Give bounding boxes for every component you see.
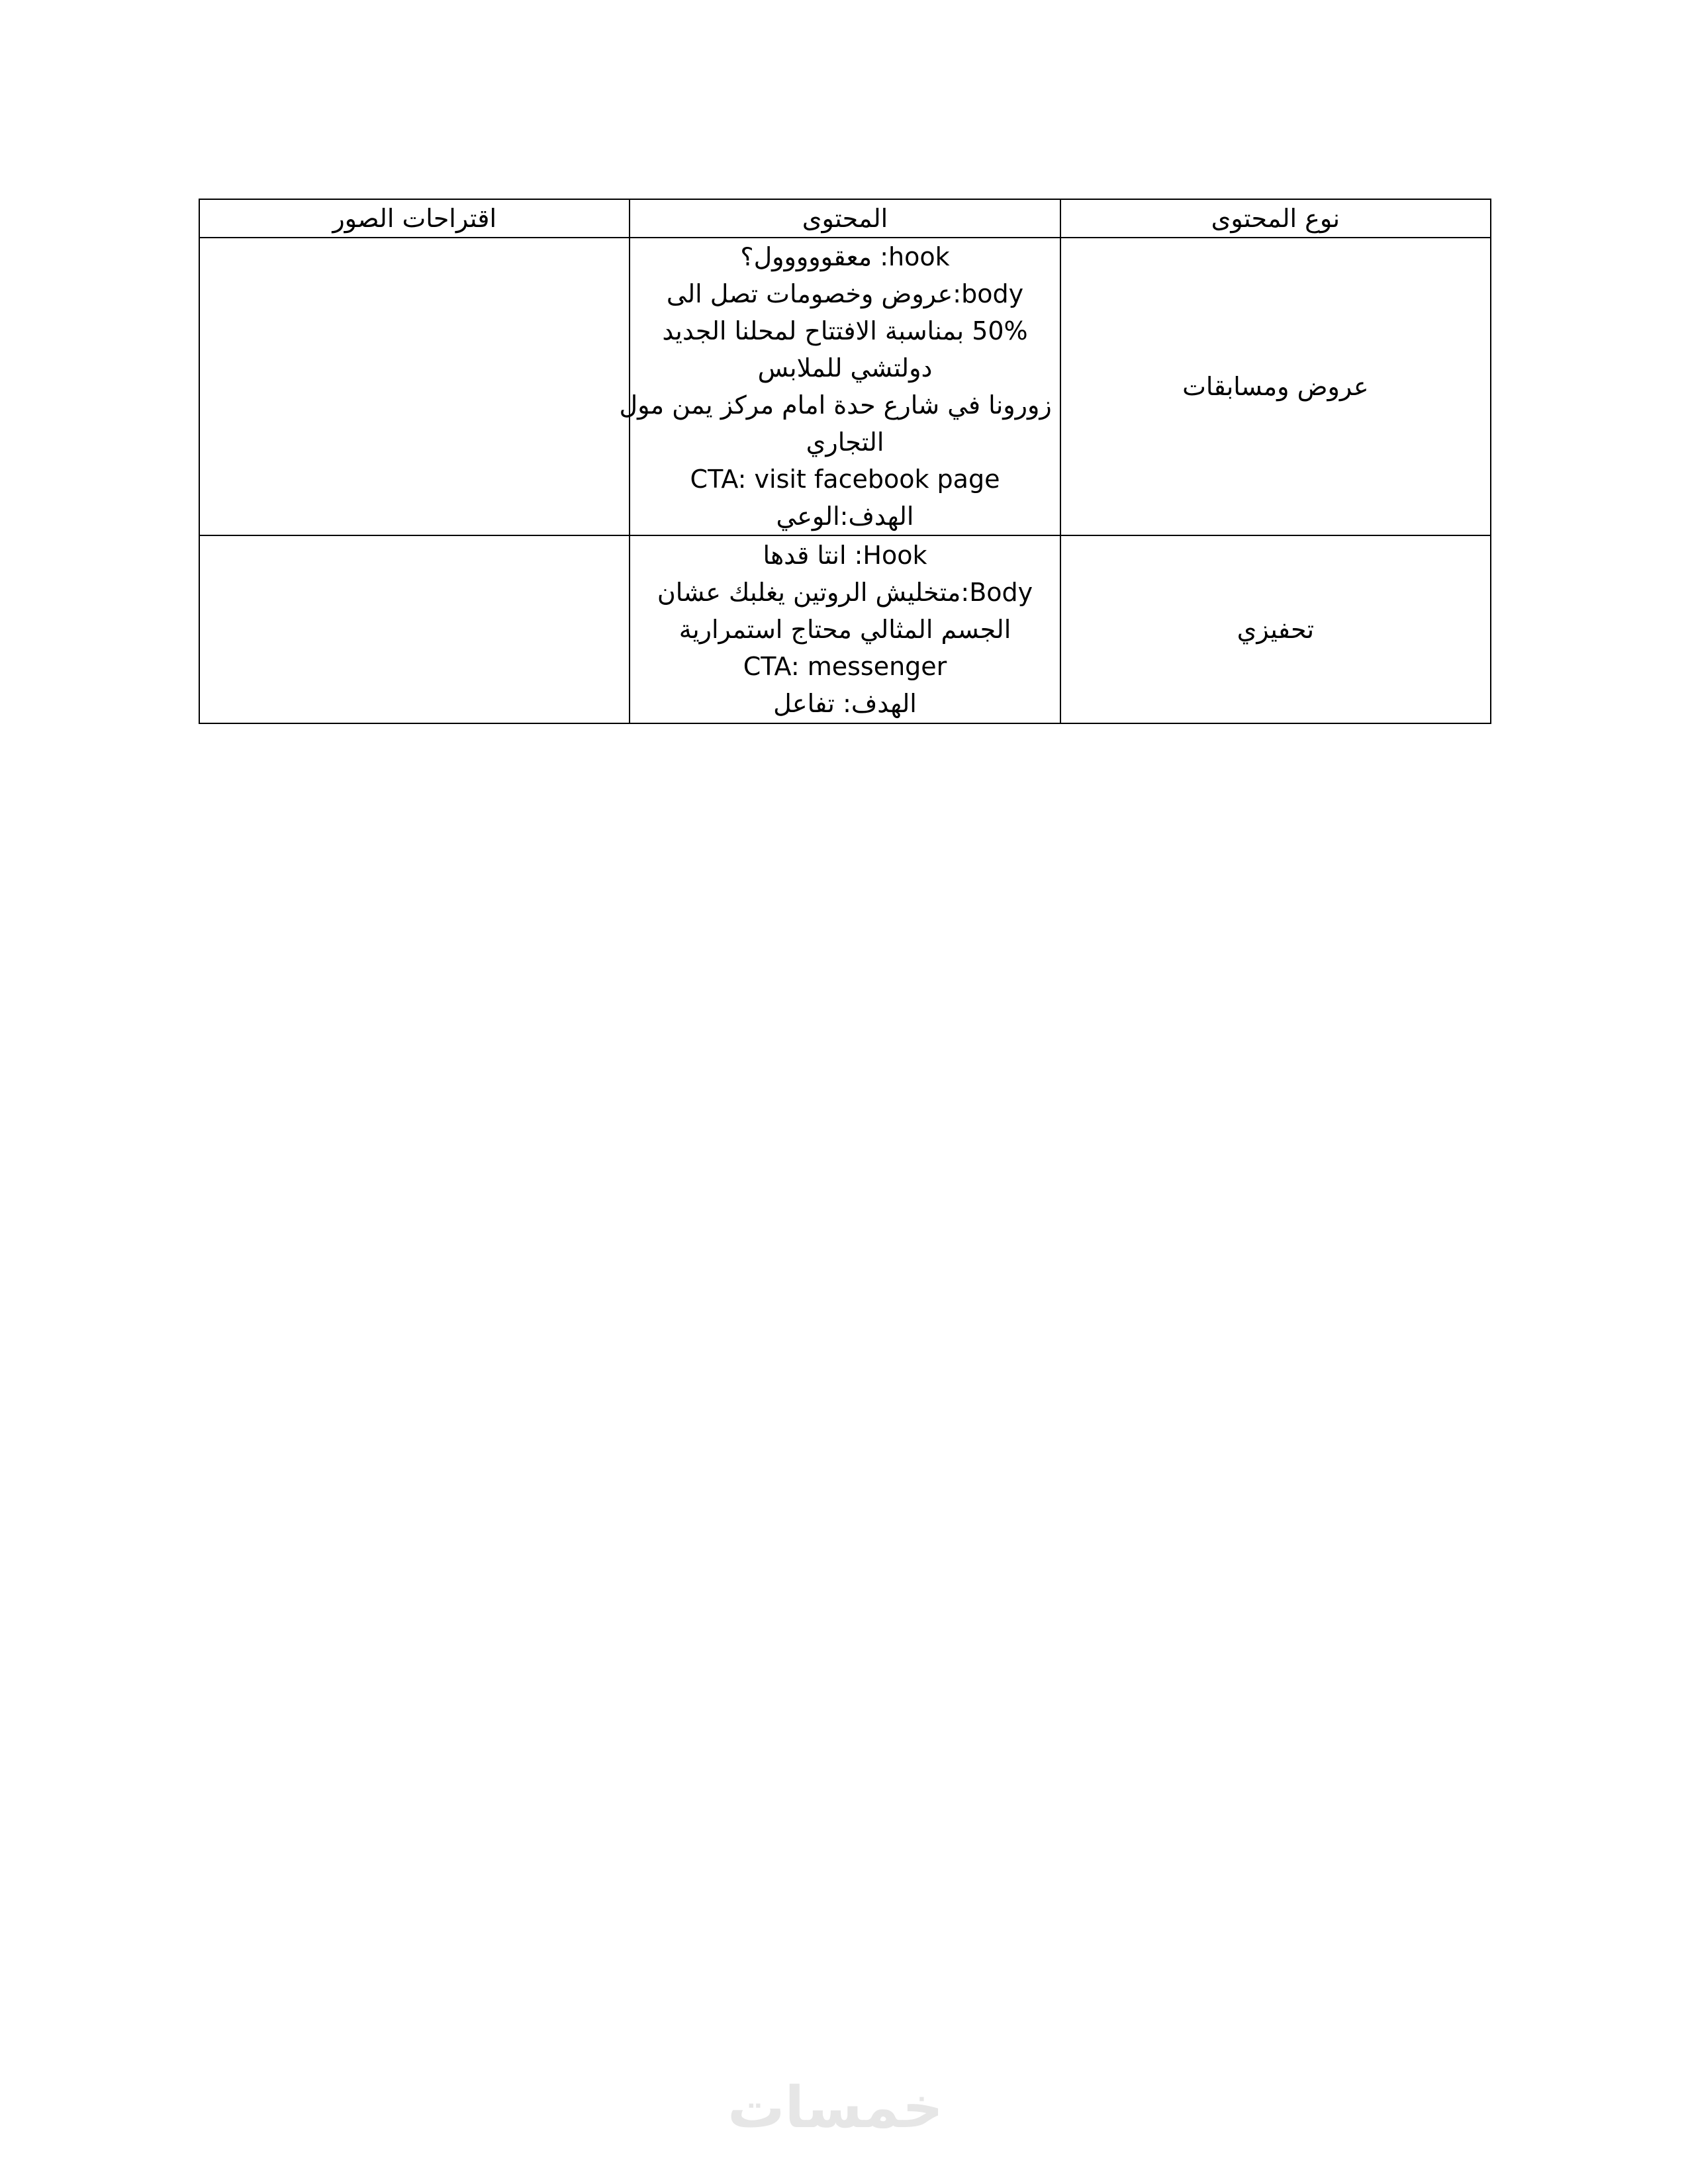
cell-content-type: عروض ومسابقات — [1060, 238, 1491, 535]
table-header-row — [199, 199, 1491, 238]
content-line: Hook: انتا قدها — [763, 541, 927, 570]
content-line: دولتشي للملابس — [757, 353, 933, 383]
content-line: CTA: messenger — [743, 652, 947, 681]
content-line: الجسم المثالي محتاج استمرارية — [679, 615, 1011, 644]
header-image-suggestions: اقتراحات الصور — [199, 199, 630, 238]
content-line: التجاري — [806, 428, 884, 457]
content-line: زورونا في شارع حدة امام مركز يمن مول — [619, 390, 1052, 420]
content-plan-table — [199, 199, 1491, 724]
content-line: hook: معقووووول؟ — [740, 242, 950, 271]
khamsat-watermark: خمسات — [727, 2075, 943, 2141]
table-row — [199, 535, 1491, 723]
content-line: CTA: visit facebook page — [690, 465, 1000, 494]
cell-content — [619, 238, 1060, 535]
cell-image-suggestions — [199, 238, 630, 535]
content-line: 50% بمناسبة الافتتاح لمحلنا الجديد — [662, 316, 1028, 345]
content-line: Body:متخليش الروتين يغلبك عشان — [657, 578, 1033, 607]
header-content-type: نوع المحتوى — [1060, 199, 1491, 238]
content-line: الهدف: تفاعل — [773, 689, 917, 718]
content-line: body:عروض وخصومات تصل الى — [666, 279, 1024, 308]
table-row — [199, 238, 1491, 535]
cell-content-type: تحفيزي — [1060, 535, 1491, 723]
cell-content — [630, 535, 1060, 723]
header-content: المحتوى — [630, 199, 1060, 238]
cell-image-suggestions — [199, 535, 630, 723]
content-line: الهدف:الوعي — [776, 502, 914, 531]
